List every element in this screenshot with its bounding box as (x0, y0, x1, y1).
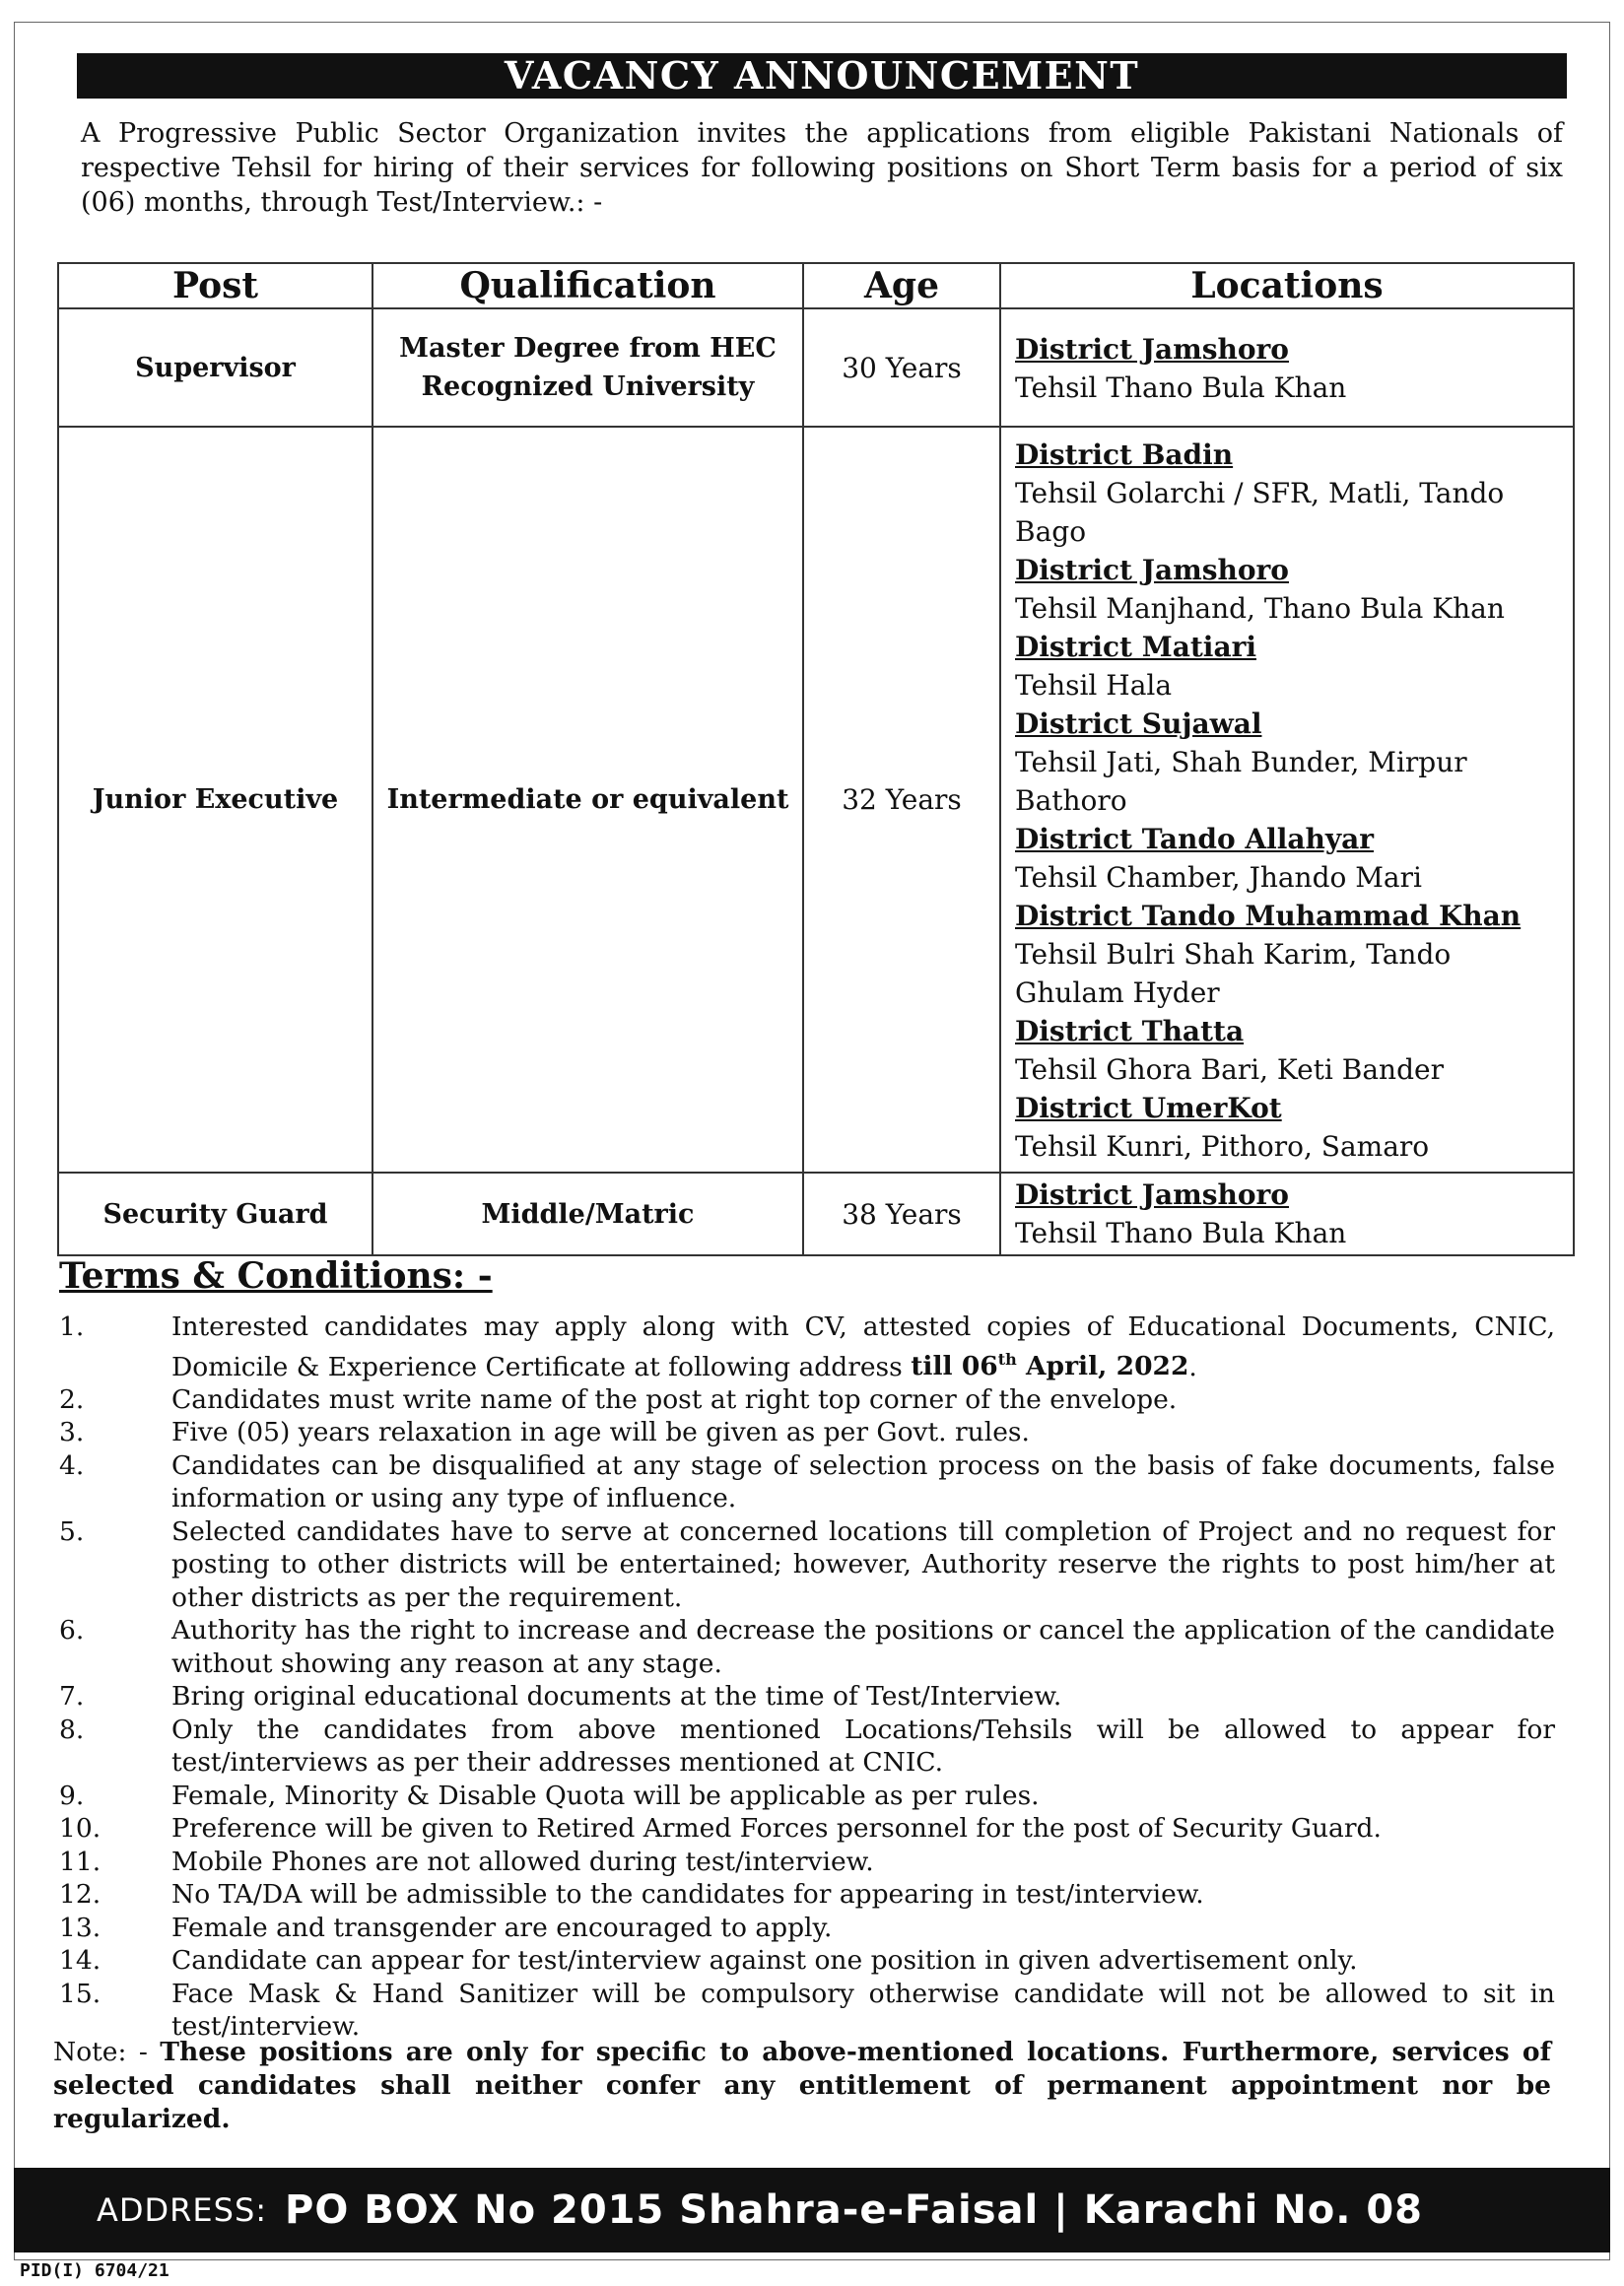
header-qualification: Qualification (372, 263, 803, 308)
list-item (49, 1812, 1555, 1846)
list-item (49, 1515, 1555, 1615)
tehsil-list: Tehsil Thano Bula Khan (1015, 1217, 1347, 1249)
header-post: Post (58, 263, 372, 308)
item-text: Preference will be given to Retired Armed Forces personnel for the post of Security Guard. (171, 1813, 1382, 1845)
tehsil-list: Tehsil Ghora Bari, Keti Bander (1015, 1053, 1444, 1086)
qualification-cell: Intermediate or equivalent (372, 427, 803, 1173)
terms-heading: Terms & Conditions: - (59, 1255, 493, 1297)
header-locations: Locations (1000, 263, 1574, 308)
note-paragraph (53, 2036, 1551, 2136)
item-text: No TA/DA will be admissible to the candidates for appearing in test/interview. (171, 1879, 1204, 1911)
item-number: 2. (59, 1383, 85, 1415)
item-text: Candidates can be disqualified at any stage of selection process on the basis of fake documents, false information or using any type of influence. (171, 1449, 1555, 1514)
post-cell: Supervisor (58, 308, 372, 427)
qualification-cell: Middle/Matric (372, 1173, 803, 1255)
district-name: District UmerKot (1015, 1092, 1282, 1124)
item-number: 6. (59, 1615, 85, 1647)
table-row (58, 1173, 1574, 1255)
note-label: Note: - (53, 2037, 148, 2067)
list-item (49, 1846, 1555, 1879)
item-text: Female, Minority & Disable Quota will be applicable as per rules. (171, 1780, 1040, 1811)
item-number: 1. (59, 1311, 85, 1342)
district-name: District Tando Muhammad Khan (1015, 900, 1522, 932)
item-number: 15. (59, 1978, 102, 2009)
vacancy-table (57, 262, 1575, 1256)
district-name: District Badin (1015, 438, 1234, 471)
item-text: Five (05) years relaxation in age will be given as per Govt. rules. (171, 1417, 1030, 1448)
intro-paragraph: A Progressive Public Sector Organization invites the applications from eligible Pakistani Nationals of respective Tehsil for hiring of their services for following positions on Short Term basis for a period of six (06) months, through Test/Interview.: - (81, 118, 1563, 218)
list-item (49, 1878, 1555, 1912)
table-header-row (58, 263, 1574, 308)
list-item (49, 1680, 1555, 1714)
item-text: Candidate can appear for test/interview against one position in given advertisement only. (171, 1945, 1358, 1977)
item-text: Bring original educational documents at the time of Test/Interview. (171, 1681, 1062, 1713)
district-name: District Jamshoro (1015, 1178, 1289, 1211)
pid-code: PID(I) 6704/21 (20, 2260, 169, 2281)
district-name: District Thatta (1015, 1015, 1245, 1047)
list-item (49, 1614, 1555, 1680)
item-text: Authority has the right to increase and decrease the positions or cancel the application of the candidate without showing any reason at any stage. (171, 1615, 1555, 1679)
tehsil-list: Tehsil Thano Bula Khan (1015, 371, 1347, 404)
district-name: District Sujawal (1015, 707, 1262, 740)
tehsil-list: Tehsil Manjhand, Thano Bula Khan (1015, 592, 1505, 625)
item-number: 7. (59, 1681, 85, 1713)
table-row (58, 308, 1574, 427)
address-value: PO BOX No 2015 Shahra-e-Faisal | Karachi No. 08 (285, 2187, 1423, 2233)
list-item (49, 1383, 1555, 1417)
tehsil-list: Tehsil Jati, Shah Bunder, Mirpur Bathoro (1015, 746, 1467, 817)
list-item (49, 1780, 1555, 1813)
age-cell: 30 Years (803, 308, 1000, 427)
list-item (49, 1449, 1555, 1515)
list-item (49, 1978, 1555, 2044)
locations-cell (1000, 427, 1574, 1173)
item-number: 8. (59, 1714, 85, 1745)
list-item (49, 1944, 1555, 1978)
district-name: District Jamshoro (1015, 333, 1289, 366)
post-cell: Junior Executive (58, 427, 372, 1173)
header-age: Age (803, 263, 1000, 308)
tehsil-list: Tehsil Hala (1015, 669, 1173, 702)
page-title: VACANCY ANNOUNCEMENT (77, 53, 1567, 99)
note-text: These positions are only for specific to above-mentioned locations. Furthermore, services of selected candidates shall neither confer any entitlement of permanent appointment nor be regularized. (53, 2037, 1551, 2134)
item-number: 11. (59, 1846, 102, 1877)
item-number: 13. (59, 1912, 102, 1943)
tehsil-list: Tehsil Chamber, Jhando Mari (1015, 861, 1422, 894)
item-number: 9. (59, 1780, 85, 1811)
item-number: 4. (59, 1449, 85, 1481)
list-item (49, 1912, 1555, 1945)
age-cell: 32 Years (803, 427, 1000, 1173)
age-cell: 38 Years (803, 1173, 1000, 1255)
post-cell: Security Guard (58, 1173, 372, 1255)
item-text: Female and transgender are encouraged to apply. (171, 1912, 833, 1943)
item-text: Only the candidates from above mentioned Locations/Tehsils will be allowed to appear for test/interviews as per their addresses mentioned at CNIC. (171, 1714, 1555, 1779)
item-number: 14. (59, 1945, 102, 1977)
item-number: 3. (59, 1417, 85, 1448)
address-label: ADDRESS: (97, 2191, 268, 2229)
tehsil-list: Tehsil Bulri Shah Karim, Tando Ghulam Hyder (1015, 938, 1452, 1009)
item-text: Face Mask & Hand Sanitizer will be compulsory otherwise candidate will not be allowed to sit in test/interview. (171, 1978, 1555, 2043)
tehsil-list: Tehsil Golarchi / SFR, Matli, Tando Bago (1015, 477, 1505, 548)
item-text: Selected candidates have to serve at concerned locations till completion of Project and no request for posting to other districts will be entertained; however, Authority reserve the rights to post him/her at other districts as per the requirement. (171, 1515, 1555, 1613)
item-text: Candidates must write name of the post at right top corner of the envelope. (171, 1383, 1178, 1415)
district-name: District Tando Allahyar (1015, 823, 1375, 855)
district-name: District Jamshoro (1015, 554, 1289, 586)
item-number: 10. (59, 1813, 102, 1845)
item-number: 12. (59, 1879, 102, 1911)
table-row (58, 427, 1574, 1173)
address-bar (14, 2168, 1610, 2252)
item-number: 5. (59, 1515, 85, 1547)
list-item (49, 1714, 1555, 1780)
list-item (49, 1311, 1555, 1383)
locations-cell (1000, 1173, 1574, 1255)
qualification-cell: Master Degree from HEC Recognized University (372, 308, 803, 427)
item-text: Interested candidates may apply along with CV, attested copies of Educational Documents, CNIC, Domicile & Experience Certificate at following address till 06th April, 2022. (171, 1311, 1555, 1382)
terms-list (49, 1311, 1555, 2044)
list-item (49, 1416, 1555, 1449)
district-name: District Matiari (1015, 631, 1256, 663)
locations-cell (1000, 308, 1574, 427)
tehsil-list: Tehsil Kunri, Pithoro, Samaro (1015, 1130, 1430, 1163)
item-text: Mobile Phones are not allowed during test/interview. (171, 1846, 874, 1877)
